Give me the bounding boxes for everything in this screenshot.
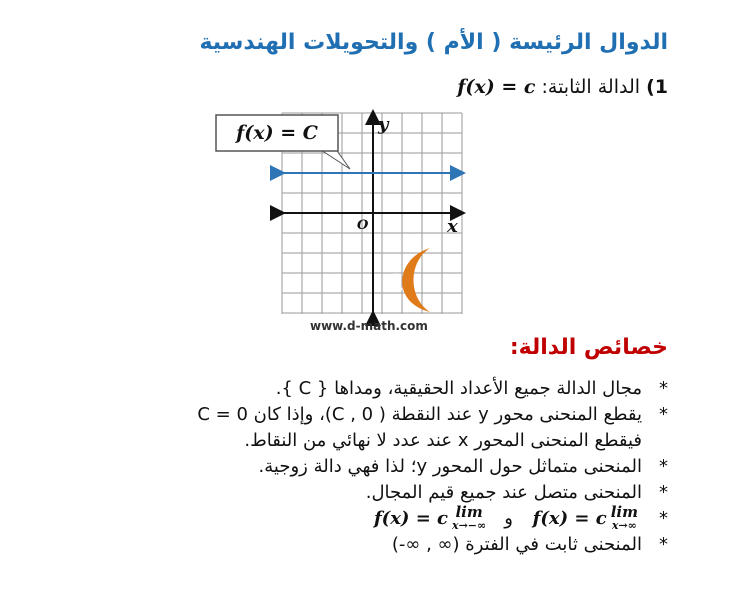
section-label: الدالة الثابتة: — [541, 76, 641, 98]
origin-label: O — [357, 218, 369, 233]
limit-positive: lim x→∞ — [610, 503, 638, 532]
list-item: *مجال الدالة جميع الأعداد الحقيقية، ومداها { C }. — [275, 378, 668, 399]
constant-function-graph — [200, 108, 480, 338]
page-title: الدوال الرئيسة ( الأم ) والتحويلات الهندسية — [199, 30, 668, 55]
list-item: *يقطع المنحنى محور y عند النقطة ( C , 0)، وإذا كان C = 0 — [197, 404, 668, 425]
watermark-text: الدبس — [393, 270, 402, 292]
list-item: فيقطع المنحنى المحور x عند عدد لا نهائي من النقاط. — [244, 430, 642, 451]
properties-list — [98, 376, 668, 558]
conjunction: و — [504, 508, 513, 529]
section-formula: f(x) = c — [457, 76, 536, 98]
limit-negative-expr: f(x) = c — [373, 508, 449, 529]
list-item: *المنحنى ثابت في الفترة (∞ , ∞-) — [391, 534, 668, 555]
callout-label: f(x) = C — [236, 122, 318, 144]
website-url: www.d-math.com — [310, 319, 428, 333]
section-number: 1) — [646, 76, 668, 98]
logo-crescent-icon — [402, 248, 430, 312]
properties-title: خصائص الدالة: — [509, 335, 668, 360]
x-axis-label: x — [447, 216, 458, 237]
section-constant-function — [457, 76, 668, 98]
limit-positive-expr: f(x) = c — [532, 508, 607, 529]
limit-negative: lim x→−∞ — [452, 503, 487, 532]
y-axis-label: y — [378, 114, 389, 135]
limits-row: * lim x→∞ f(x) = c و lim x→−∞ f(x) = c — [373, 503, 668, 532]
list-item: *المنحنى متماثل حول المحور y؛ لذا فهي دالة زوجية. — [258, 456, 668, 477]
list-item: *المنحنى متصل عند جميع قيم المجال. — [365, 482, 668, 503]
